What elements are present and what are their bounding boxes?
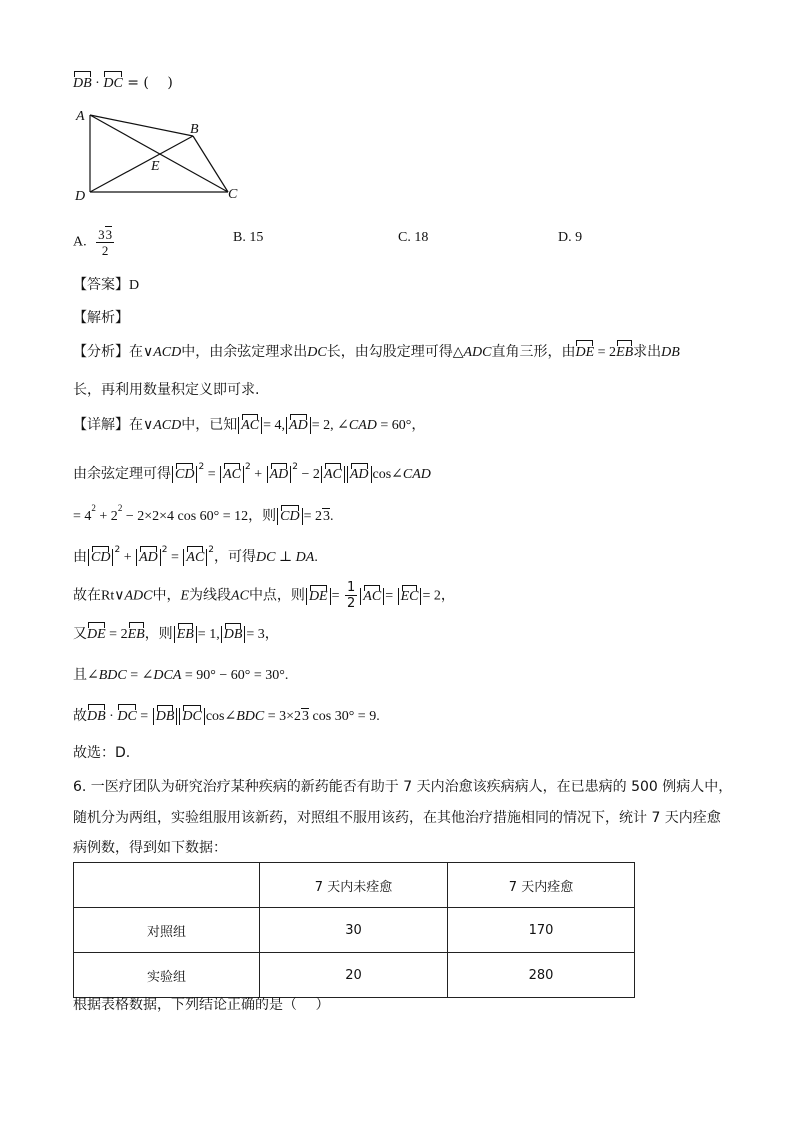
xiangjie-line5: 故在Rt∨ADC中，E为线段AC中点，则 DE = $\frac{1}{2}$ AC = EC = 2， xyxy=(73,580,455,611)
option-d: D. 9 xyxy=(558,230,583,245)
label-A: A xyxy=(76,109,85,124)
data-table xyxy=(73,862,635,998)
table-cell: 20 xyxy=(260,953,448,998)
xiangjie-line3: = $4^2 + 2^2 - 2\times 2\times 4$ cos 60° = 12，则 CD = 23. xyxy=(73,503,334,524)
table-cell: 170 xyxy=(448,908,635,953)
table-row xyxy=(74,908,635,953)
xiangjie-line2: 由余弦定理可得 CD $^2$ = AC $^2$ + AD $^2$ − 2 AC AD cos∠CAD xyxy=(73,462,431,482)
answer-line xyxy=(73,275,139,296)
xiangjie-line1: 【详解】在∨ACD中，已知 AC = 4, AD = 2, ∠CAD = 60°， xyxy=(73,417,426,433)
table-cell: 280 xyxy=(448,953,635,998)
table-row xyxy=(74,953,635,998)
table-header-cell xyxy=(74,863,260,908)
q6-line3: 病例数，得到如下数据： xyxy=(73,840,227,856)
conclusion: 故选：D. xyxy=(73,745,131,761)
table-header-row xyxy=(74,863,635,908)
label-B: B xyxy=(190,122,199,137)
xiangjie-line4: 由 CD $^2$ + AD $^2$ = AC $^2$，可得DC ⊥ DA. xyxy=(73,545,318,565)
fenxi-line1: 【分析】在∨ACD中，由余弦定理求出DC长，由勾股定理可得△ADC直角三形，由DE = 2EB求出DB xyxy=(73,342,680,363)
q6-after: 根据表格数据，下列结论正确的是（ ） xyxy=(73,997,330,1013)
vector-DC: DC xyxy=(103,74,122,94)
option-b: B. 15 xyxy=(233,230,264,245)
table-cell: 对照组 xyxy=(74,908,260,953)
vector-DB: DB xyxy=(73,74,92,94)
fenxi-line2: 长，再利用数量积定义即可求. xyxy=(73,382,260,398)
q6-line1: 6. 一医疗团队为研究治疗某种疾病的新药能否有助于 7 天内治愈该疾病病人，在已患病的 500 例病人中， xyxy=(73,779,733,795)
option-c: C. 18 xyxy=(398,230,429,245)
xiangjie-line8: 故DB · DC = DB DC cos∠BDC = 3×23 cos 30° = 9. xyxy=(73,706,380,727)
analysis-tag: 【解析】 xyxy=(73,310,129,326)
xiangjie-line7: 且∠BDC = ∠DCA = 90° − 60° = 30°. xyxy=(73,667,289,683)
table-cell: 实验组 xyxy=(74,953,260,998)
label-C: C xyxy=(228,187,238,202)
geometry-figure xyxy=(70,104,270,204)
xiangjie-line6: 又DE = 2EB，则 EB = 1, DB = 3， xyxy=(73,624,279,645)
answer-value: D xyxy=(129,278,140,293)
table-header-cell: 7 天内未痊愈 xyxy=(260,863,448,908)
answer-tag: 【答案】 xyxy=(73,277,129,293)
edge-AB xyxy=(90,115,193,136)
table-cell: 30 xyxy=(260,908,448,953)
stem-tail: = ( ) xyxy=(127,75,173,91)
q6-line2: 随机分为两组，实验组服用该新药，对照组不服用该药，在其他治疗措施相同的情况下，统计 7 天内痊愈 xyxy=(73,810,721,826)
option-a: A. $\frac{33}{2}$ xyxy=(73,227,113,258)
table-header-cell: 7 天内痊愈 xyxy=(448,863,635,908)
label-D: D xyxy=(75,189,86,204)
edge-BC xyxy=(193,136,228,192)
question5-stem: DB · DC = ( ) xyxy=(73,73,173,94)
label-E: E xyxy=(151,159,160,174)
